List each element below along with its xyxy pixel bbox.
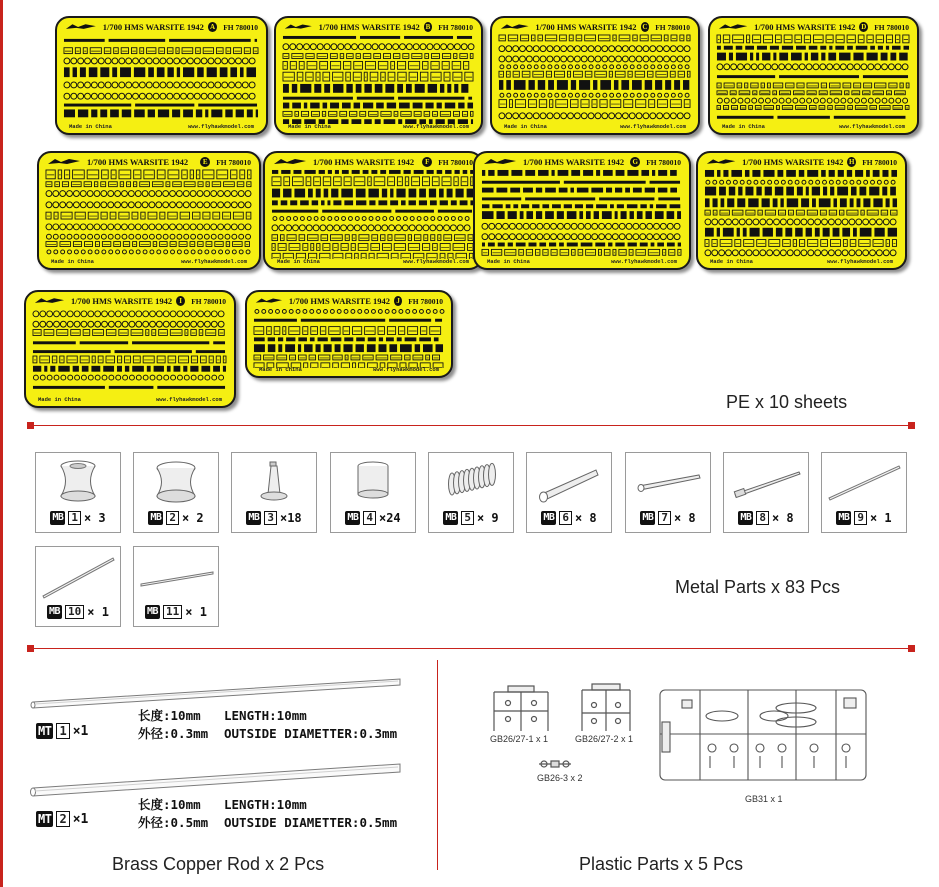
part-number: 1 bbox=[56, 723, 69, 739]
made-in-text: Made in China bbox=[277, 258, 320, 265]
website-text: www.flyhawkmodel.com bbox=[610, 258, 677, 265]
metal-part-mb8 bbox=[723, 452, 809, 533]
sheet-footer bbox=[487, 258, 677, 266]
metal-part-label bbox=[724, 511, 808, 525]
part-quantity: × 1 bbox=[185, 605, 207, 619]
sheet-title: 1/700 HMS WARSITE 1942 bbox=[754, 22, 856, 32]
pe-sheet-h bbox=[696, 151, 907, 270]
metal-part-mb2 bbox=[133, 452, 219, 533]
etched-parts-art bbox=[704, 169, 899, 259]
website-text: www.flyhawkmodel.com bbox=[826, 258, 893, 265]
made-in-text: Made in China bbox=[504, 123, 547, 130]
etched-parts-art bbox=[481, 169, 683, 259]
plastic-part-label: GB26-3 x 2 bbox=[537, 773, 583, 783]
flyhawk-logo-icon bbox=[718, 23, 748, 31]
sheet-code: FH 780010 bbox=[646, 157, 681, 167]
part-quantity: ×1 bbox=[72, 723, 89, 739]
sheet-footer bbox=[259, 366, 439, 374]
sheet-header bbox=[718, 21, 909, 33]
part-quantity: × 8 bbox=[771, 511, 794, 525]
made-in-text: Made in China bbox=[38, 396, 81, 403]
brass-rod-2-label bbox=[36, 811, 88, 827]
bollard-icon bbox=[39, 456, 117, 506]
left-edge-rule bbox=[0, 0, 3, 887]
metal-part-label bbox=[626, 511, 710, 525]
metal-part-mb11 bbox=[133, 546, 219, 627]
metal-part-label bbox=[822, 511, 906, 525]
pe-caption: PE x 10 sheets bbox=[726, 392, 848, 412]
plastic-part-label: GB26/27-2 x 1 bbox=[575, 734, 634, 744]
etched-parts-art bbox=[498, 34, 692, 124]
metal-part-mb5 bbox=[428, 452, 514, 533]
part-quantity: × 2 bbox=[181, 511, 204, 525]
part-quantity: × 8 bbox=[673, 511, 696, 525]
plastic-part-label: GB26/27-1 x 1 bbox=[490, 734, 549, 744]
divider-end bbox=[908, 422, 915, 429]
brass-rod-1-spec bbox=[138, 707, 397, 743]
sheet-header bbox=[65, 21, 258, 33]
plastic-caption: Plastic Parts x 5 Pcs bbox=[579, 854, 744, 874]
sheet-header bbox=[284, 21, 473, 33]
sheet-letter: F bbox=[422, 157, 432, 167]
made-in-text: Made in China bbox=[51, 258, 94, 265]
sheet-code: FH 780010 bbox=[216, 157, 251, 167]
sheet-title: 1/700 HMS WARSITE 1942 bbox=[288, 296, 391, 306]
length-cn: 长度:10mm bbox=[138, 797, 201, 812]
sheet-title: 1/700 HMS WARSITE 1942 bbox=[523, 157, 625, 167]
part-quantity: × 8 bbox=[574, 511, 597, 525]
rod-thin-icon bbox=[39, 550, 117, 600]
brass-rod-2-drawing bbox=[30, 760, 405, 800]
part-quantity: × 9 bbox=[476, 511, 499, 525]
length-en: LENGTH:10mm bbox=[224, 797, 307, 812]
mt-tag: MT bbox=[38, 812, 52, 826]
sheet-footer bbox=[722, 123, 905, 131]
sheet-code: FH 780010 bbox=[438, 157, 473, 167]
etched-parts-art bbox=[716, 34, 911, 124]
made-in-text: Made in China bbox=[487, 258, 530, 265]
metal-part-label bbox=[232, 511, 316, 525]
website-text: www.flyhawkmodel.com bbox=[155, 396, 222, 403]
sheet-footer bbox=[288, 123, 469, 131]
sprue-gb26-27-2 bbox=[578, 683, 634, 733]
coil-icon bbox=[432, 456, 510, 506]
website-text: www.flyhawkmodel.com bbox=[187, 123, 254, 130]
made-in-text: Made in China bbox=[710, 258, 753, 265]
website-text: www.flyhawkmodel.com bbox=[372, 366, 439, 373]
etched-parts-art bbox=[63, 34, 260, 124]
sheet-letter: I bbox=[176, 296, 185, 306]
metal-part-label bbox=[527, 511, 611, 525]
part-number: 10 bbox=[65, 605, 84, 619]
brass-caption: Brass Copper Rod x 2 Pcs bbox=[112, 854, 325, 874]
diameter-en: OUTSIDE DIAMETTER:0.5mm bbox=[224, 815, 398, 830]
sheet-letter: D bbox=[861, 23, 867, 31]
ventilator-icon bbox=[235, 456, 313, 506]
column-divider bbox=[437, 660, 438, 870]
pe-sheet-a bbox=[55, 16, 268, 135]
flyhawk-logo-icon bbox=[47, 158, 81, 166]
part-number: 6 bbox=[559, 511, 572, 525]
website-text: www.flyhawkmodel.com bbox=[619, 123, 686, 130]
sheet-title: 1/700 HMS WARSITE 1942 bbox=[742, 157, 844, 167]
mb-tag: MB bbox=[642, 512, 654, 523]
diameter-cn: 外径:0.5mm bbox=[138, 815, 209, 830]
metal-part-mb3 bbox=[231, 452, 317, 533]
website-text: www.flyhawkmodel.com bbox=[180, 258, 247, 265]
mb-tag: MB bbox=[52, 512, 64, 523]
etched-parts-art bbox=[32, 308, 228, 397]
part-number: 5 bbox=[461, 511, 474, 525]
section-divider bbox=[30, 648, 912, 649]
metal-part-label bbox=[331, 511, 415, 525]
flyhawk-logo-icon bbox=[273, 158, 307, 166]
diameter-cn: 外径:0.3mm bbox=[138, 726, 209, 741]
part-number: 1 bbox=[68, 511, 81, 525]
mb-tag: MB bbox=[838, 512, 850, 523]
made-in-text: Made in China bbox=[259, 366, 302, 373]
pe-sheet-i bbox=[24, 290, 236, 408]
sheet-header bbox=[500, 21, 690, 33]
mb-tag: MB bbox=[150, 512, 162, 523]
mb-tag: MB bbox=[445, 512, 457, 523]
metal-caption: Metal Parts x 83 Pcs bbox=[675, 577, 841, 597]
metal-part-mb1 bbox=[35, 452, 121, 533]
mb-tag: MB bbox=[740, 512, 752, 523]
pe-sheet-g bbox=[473, 151, 691, 270]
sheet-header bbox=[706, 156, 897, 168]
sheet-title: 1/700 HMS WARSITE 1942 bbox=[313, 157, 415, 167]
mast-icon bbox=[825, 456, 903, 506]
flyhawk-logo-icon bbox=[65, 23, 97, 31]
etched-parts-art bbox=[45, 169, 253, 259]
barrel-medium-icon bbox=[629, 456, 707, 506]
sprue-gb26-3 bbox=[537, 758, 573, 770]
sheet-letter: J bbox=[394, 296, 402, 306]
part-quantity: × 1 bbox=[87, 605, 109, 619]
metal-part-label bbox=[134, 511, 218, 525]
sprue-gb31 bbox=[656, 686, 870, 784]
part-quantity: × 1 bbox=[869, 511, 892, 525]
sheet-letter: E bbox=[200, 157, 210, 167]
made-in-text: Made in China bbox=[722, 123, 765, 130]
sheet-header bbox=[255, 295, 443, 307]
sheet-title: 1/700 HMS WARSITE 1942 bbox=[535, 22, 637, 32]
sheet-footer bbox=[710, 258, 893, 266]
metal-part-label bbox=[36, 511, 120, 525]
website-text: www.flyhawkmodel.com bbox=[838, 123, 905, 130]
sheet-header bbox=[273, 156, 473, 168]
part-number: 3 bbox=[264, 511, 277, 525]
divider-end bbox=[908, 645, 915, 652]
made-in-text: Made in China bbox=[288, 123, 331, 130]
diameter-en: OUTSIDE DIAMETTER:0.3mm bbox=[224, 726, 398, 741]
divider-end bbox=[27, 645, 34, 652]
website-text: www.flyhawkmodel.com bbox=[402, 123, 469, 130]
sheet-header bbox=[483, 156, 681, 168]
sheet-letter: H bbox=[849, 158, 855, 166]
sheet-footer bbox=[504, 123, 686, 131]
sheet-header bbox=[47, 156, 251, 168]
sheet-title: 1/700 HMS WARSITE 1942 bbox=[102, 22, 204, 32]
barrel-small-icon bbox=[727, 456, 805, 506]
metal-part-label bbox=[134, 605, 218, 619]
sheet-title: 1/700 HMS WARSITE 1942 bbox=[70, 296, 173, 306]
part-quantity: ×1 bbox=[72, 811, 89, 827]
reel-icon bbox=[137, 456, 215, 506]
mb-tag: MB bbox=[147, 606, 159, 617]
barrel-large-icon bbox=[530, 456, 608, 506]
sheet-code: FH 780010 bbox=[408, 296, 443, 306]
plastic-part-label: GB31 x 1 bbox=[745, 794, 783, 804]
part-number: 2 bbox=[56, 811, 69, 827]
flyhawk-logo-icon bbox=[284, 23, 313, 31]
etched-parts-art bbox=[271, 169, 475, 259]
flyhawk-logo-icon bbox=[483, 158, 517, 166]
section-divider bbox=[30, 425, 912, 426]
mb-tag: MB bbox=[248, 512, 260, 523]
length-cn: 长度:10mm bbox=[138, 708, 201, 723]
pe-sheet-e bbox=[37, 151, 261, 270]
made-in-text: Made in China bbox=[69, 123, 112, 130]
mb-tag: MB bbox=[49, 606, 61, 617]
sheet-code: FH 780010 bbox=[655, 22, 690, 32]
sheet-code: FH 780010 bbox=[223, 22, 258, 32]
sheet-letter: C bbox=[642, 23, 648, 31]
sheet-letter: G bbox=[630, 157, 640, 167]
mb-tag: MB bbox=[347, 512, 359, 523]
sheet-footer bbox=[277, 258, 469, 266]
sprue-gb26-27-1 bbox=[490, 685, 552, 733]
sheet-footer bbox=[51, 258, 247, 266]
sheet-header bbox=[34, 295, 226, 307]
pe-sheet-c bbox=[490, 16, 700, 135]
flyhawk-logo-icon bbox=[255, 297, 283, 305]
pe-sheet-b bbox=[274, 16, 483, 135]
part-number: 8 bbox=[756, 511, 769, 525]
website-text: www.flyhawkmodel.com bbox=[402, 258, 469, 265]
part-number: 2 bbox=[166, 511, 179, 525]
drum-icon bbox=[334, 456, 412, 506]
flyhawk-logo-icon bbox=[706, 158, 736, 166]
metal-part-label bbox=[429, 511, 513, 525]
brass-rod-2-spec bbox=[138, 796, 397, 832]
brass-rod-1-drawing bbox=[30, 672, 405, 712]
part-number: 9 bbox=[854, 511, 867, 525]
pe-sheet-d bbox=[708, 16, 919, 135]
sheet-title: 1/700 HMS WARSITE 1942 bbox=[318, 22, 420, 32]
metal-part-mb6 bbox=[526, 452, 612, 533]
etched-parts-art bbox=[253, 308, 445, 368]
sheet-code: FH 780010 bbox=[862, 157, 897, 167]
pe-sheet-j bbox=[245, 290, 453, 378]
sheet-code: FH 780010 bbox=[191, 296, 226, 306]
metal-part-mb4 bbox=[330, 452, 416, 533]
part-number: 7 bbox=[658, 511, 671, 525]
sheet-title: 1/700 HMS WARSITE 1942 bbox=[87, 157, 189, 167]
rod-thinner-icon bbox=[137, 550, 215, 600]
flyhawk-logo-icon bbox=[500, 23, 529, 31]
part-number: 11 bbox=[163, 605, 182, 619]
part-number: 4 bbox=[363, 511, 376, 525]
sheet-code: FH 780010 bbox=[874, 22, 909, 32]
sheet-code: FH 780010 bbox=[438, 22, 473, 32]
metal-part-mb9 bbox=[821, 452, 907, 533]
metal-part-label bbox=[36, 605, 120, 619]
metal-part-mb7 bbox=[625, 452, 711, 533]
pe-sheet-f bbox=[263, 151, 483, 270]
sheet-footer bbox=[69, 123, 254, 131]
part-quantity: ×24 bbox=[378, 511, 401, 525]
flyhawk-logo-icon bbox=[34, 297, 65, 305]
metal-part-mb10 bbox=[35, 546, 121, 627]
etched-parts-art bbox=[282, 34, 475, 124]
divider-end bbox=[27, 422, 34, 429]
part-quantity: ×18 bbox=[279, 511, 302, 525]
length-en: LENGTH:10mm bbox=[224, 708, 307, 723]
sheet-letter: A bbox=[208, 22, 217, 32]
brass-rod-1-label bbox=[36, 723, 88, 739]
mb-tag: MB bbox=[543, 512, 555, 523]
part-quantity: × 3 bbox=[83, 511, 106, 525]
sheet-letter: B bbox=[425, 23, 431, 31]
sheet-footer bbox=[38, 396, 222, 404]
mt-tag: MT bbox=[38, 724, 52, 738]
